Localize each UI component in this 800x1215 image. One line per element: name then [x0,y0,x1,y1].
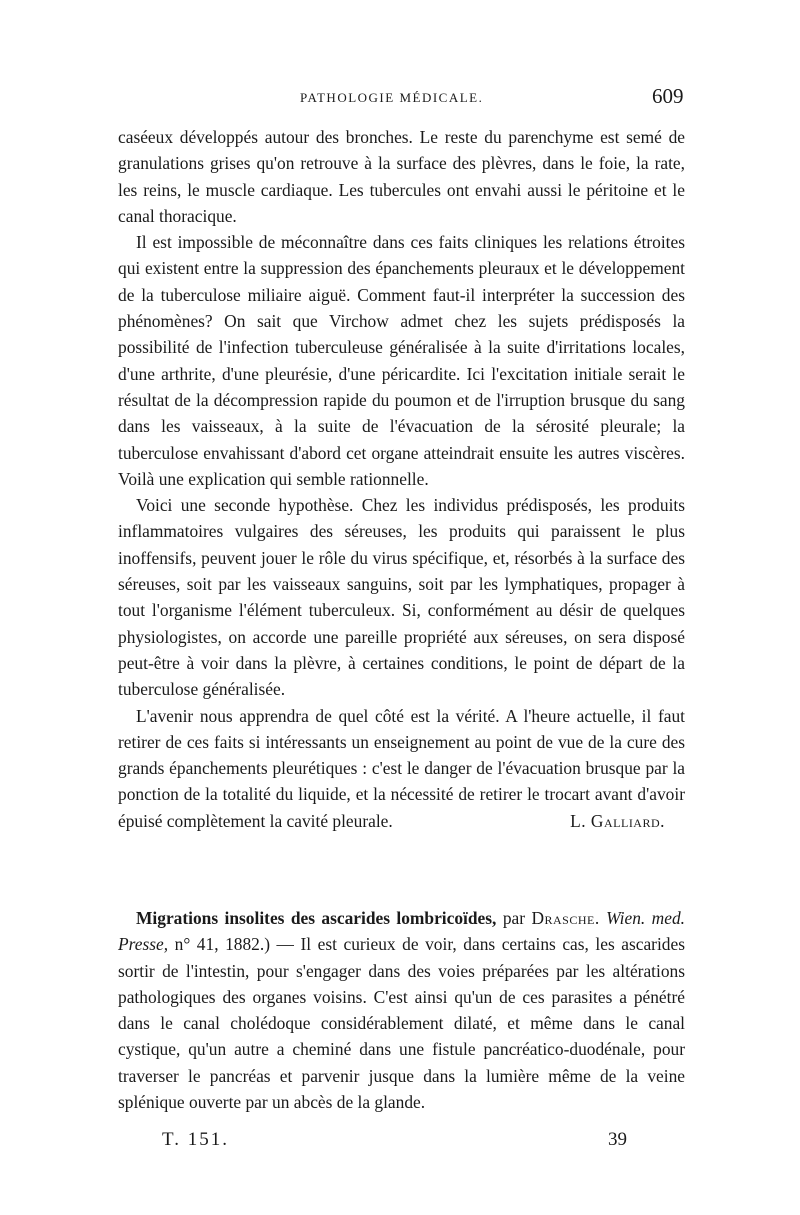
paragraph: caséeux développés autour des bronches. Le reste du parenchyme est semé de granulations grises qu'on retrouve à la surface des plèvres, dans le foie, la rate, les reins, le muscle cardiaque. Les tubercules ont envahi aussi le péritoine et le canal thoracique. [118,127,685,226]
article-title: Migrations insolites des ascarides lombricoïdes, [136,908,497,928]
signature: L. Galliard. [570,810,665,831]
article-paragraph [118,905,685,1115]
paragraph [118,703,685,834]
paragraph: Voici une seconde hypothèse. Chez les individus prédisposés, les produits inflammatoires vulgaires des séreuses, les produits qui paraissent le plus inoffensifs, peuvent jouer le rôle du virus spécifique, et, résorbés à la surface des séreuses, soit par les vaisseaux sanguins, soit par les lymphatiques, propager à tout l'organisme l'élément tuberculeux. Si, conformément au désir de quelques physiologistes, on accorde une pareille propriété aux séreuses, on sera disposé peut-être à voir dans la plèvre, à certaines conditions, le point de départ de la tuberculose généralisée. [118,495,685,700]
article-by: par [502,908,526,928]
signature-mark: 39 [608,1129,627,1150]
article-text: — Il est curieux de voir, dans certains cas, les ascarides sortir de l'intestin, pour s'engager dans des voies préparées par les altérations pathologiques des organes voisins. C'est ainsi qu'un de ces parasites a pénétré dans le canal cholédoque considérablement dilaté, et même dans le canal cystique, qu'un autre a cheminé dans une fistule pancréatico-duodénale, pour traverser le pancréas et parvenir jusque dans la lumière même de la veine splénique ouverte par un abcès de la glande. [118,934,685,1113]
running-head: PATHOLOGIE MÉDICALE. [300,90,484,105]
paragraph: Il est impossible de méconnaître dans ces faits cliniques les relations étroites qui existent entre la suppression des épanchements pleuraux et le développement de la tuberculose miliaire aiguë. Comment faut-il interpréter la succession des phénomènes? On sait que Virchow admet chez les sujets prédisposés la possibilité de l'infection tuberculeuse généralisée à la suite d'irritations locales, d'une arthrite, d'une pleurésie, d'une péricardite. Ici l'excitation initiale serait le résultat de la décompression rapide du poumon et de l'irruption brusque du sang dans les vaisseaux, à la suite de l'évacuation de la sérosité pleurale; la tuberculose envahissant d'abord cet organe atteindrait ensuite les autres viscères. Voilà une explication qui semble rationnelle. [118,232,685,489]
article [118,905,685,1115]
article-author: Drasche. [531,908,600,928]
volume-mark: T. 151. [162,1129,229,1150]
article-source-number: n° 41, 1882.) [174,934,270,955]
paragraph-text: L'avenir nous apprendra de quel côté est la vérité. A l'heure actuelle, il faut retirer de ces faits si intéressants un enseignement au point de vue de la cure des grands épanchements pleurétiques : c'est le danger de l'évacuation brusque par la ponction de la totalité du liquide, et la nécessité de retirer le trocart avant d'avoir épuisé complètement la cavité pleurale. [118,705,685,831]
article-source: Wien. med. Presse, [118,908,685,955]
page-number: 609 [652,84,684,108]
body-text [118,124,685,834]
